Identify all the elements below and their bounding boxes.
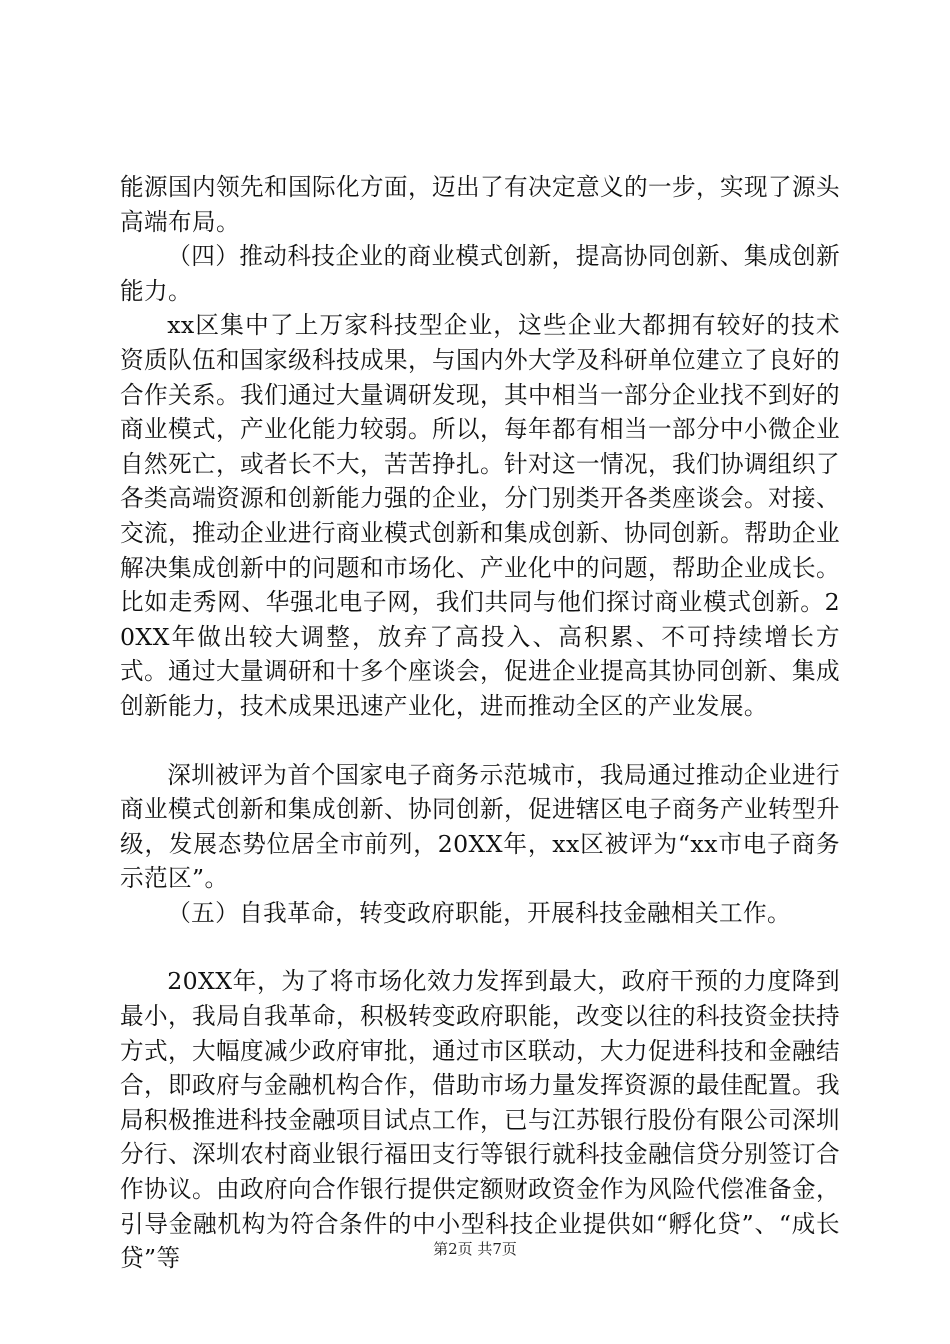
page-number-footer: 第2页 共7页 [433,1240,517,1258]
paragraph-continuation: 能源国内领先和国际化方面，迈出了有决定意义的一步，实现了源头高端布局。 [120,173,840,236]
paragraph-business-model: xx区集中了上万家科技型企业，这些企业大都拥有较好的技术资质队伍和国家级科技成果，与国内外大学及科研单位建立了良好的合作关系。我们通过大量调研发现，其中相当一部分企业找不到好的商业模式，产业化能力较弱。所以，每年都有相当一部分中小微企业自然死亡，或者长不大，苦苦挣扎。针对这一情况，我们协调组织了各类高端资源和创新能力强的企业，分门别类开各类座谈会。对接、交流，推动企业进行商业模式创新和集成创新、协同创新。帮助企业解决集成创新中的问题和市场化、产业化中的问题，帮助企业成长。比如走秀网、华强北电子网，我们共同与他们探讨商业模式创新。20XX年做出较大调整，放弃了高投入、高积累、不可持续增长方式。通过大量调研和十多个座谈会，促进企业提高其协同创新、集成创新能力，技术成果迅速产业化，进而推动全区的产业发展。 [120,311,840,720]
section-heading-4: （四）推动科技企业的商业模式创新，提高协同创新、集成创新能力。 [120,242,840,305]
section-heading-5: （五）自我革命，转变政府职能，开展科技金融相关工作。 [167,898,792,927]
paragraph-tech-finance: 20XX年，为了将市场化效力发挥到最大，政府干预的力度降到最小，我局自我革命，积极转变政府职能，改变以往的科技资金扶持方式，大幅度减少政府审批，通过市区联动，大力促进科技和金融结合，即政府与金融机构合作，借助市场力量发挥资源的最佳配置。我局积极推进科技金融项目试点工作，已与江苏银行股份有限公司深圳分行、深圳农村商业银行福田支行等银行就科技金融信贷分别签订合作协议。由政府向合作银行提供定额财政资金作为风险代偿准备金，引导金融机构为符合条件的中小型科技企业提供如“孵化贷”、“成长贷”等 [120,967,840,1273]
paragraph-ecommerce-demo: 深圳被评为首个国家电子商务示范城市，我局通过推动企业进行商业模式创新和集成创新、协同创新，促进辖区电子商务产业转型升级，发展态势位居全市前列，20XX年，xx区被评为“xx市电子商务示范区”。 [120,760,840,893]
document-body [120,170,840,1276]
